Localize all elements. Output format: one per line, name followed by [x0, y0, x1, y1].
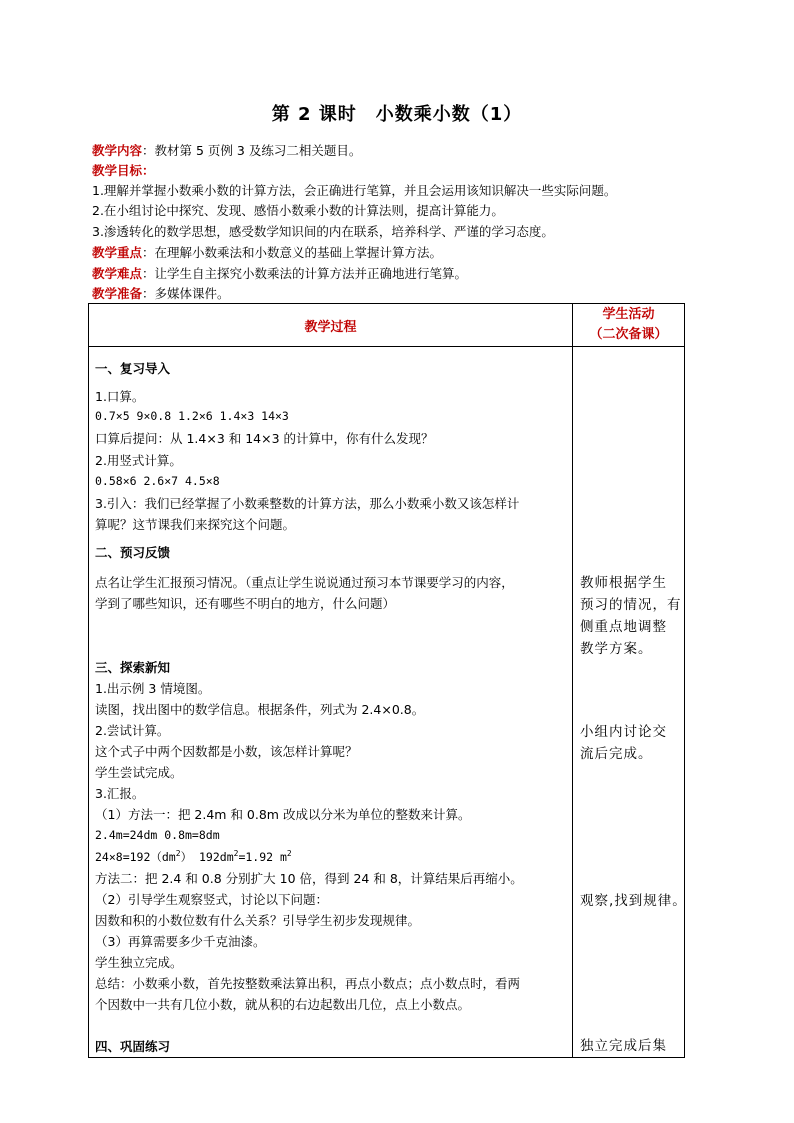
text-line: 因数和积的小数位数有什么关系？引导学生初步发现规律。 [95, 913, 421, 928]
text-line: （1）方法一：把 2.4m 和 0.8m 改成以分米为单位的整数来计算。 [95, 807, 471, 822]
difficulty-line [92, 263, 712, 284]
content-text: ：教材第 5 页例 3 及练习二相关题目。 [142, 143, 362, 158]
text-line: （3）再算需要多少千克油漆。 [95, 934, 266, 949]
activity-line: 小组内讨论交 [580, 724, 667, 740]
text-line: 1.出示例 3 情境图。 [95, 681, 211, 696]
activity-line: 侧重点地调整 [580, 619, 667, 635]
text-line: 点名让学生汇报预习情况。（重点让学生说说通过预习本节课要学习的内容， [95, 575, 514, 590]
content-line [92, 140, 712, 161]
prep-line [92, 283, 712, 304]
section-2-title: 二、预习反馈 [95, 545, 171, 560]
header-process: 教学过程 [89, 304, 573, 347]
text-line: 学生独立完成。 [95, 955, 183, 970]
text-line: 口算后提问：从 1.4×3 和 14×3 的计算中，你有什么发现？ [95, 431, 434, 446]
activity-line: 观察,找到规律。 [580, 893, 687, 909]
activity-line: 教师根据学生 [580, 575, 667, 591]
prep-text: ：多媒体课件。 [142, 286, 230, 301]
key-label: 教学重点 [92, 245, 143, 260]
activity-line: 教学方案。 [580, 641, 653, 657]
text-line: 总结：小数乘小数，首先按整数乘法算出积，再点小数点；点小数点时，看两 [95, 976, 521, 991]
content-label: 教学内容 [92, 143, 143, 158]
text-line: 读图，找出图中的数学信息。根据条件，列式为 2.4×0.8。 [95, 702, 425, 717]
section-1-title: 一、复习导入 [95, 361, 171, 376]
text-line: （2）引导学生观察竖式，讨论以下问题： [95, 892, 328, 907]
header-student-line2: （二次备课） [589, 327, 668, 342]
lesson-table [88, 303, 685, 1058]
student-activity-cell [573, 347, 685, 1058]
activity-line: 预习的情况，有 [580, 597, 682, 613]
text-line: 学生尝试完成。 [95, 765, 183, 780]
difficulty-text: ：让学生自主探究小数乘法的计算方法并正确地进行笔算。 [142, 266, 468, 281]
goal-1: 1.理解并掌握小数乘小数的计算方法，会正确进行笔算，并且会运用该知识解决一些实际问题。 [92, 183, 617, 198]
prep-label: 教学准备 [92, 286, 143, 301]
difficulty-label: 教学难点 [92, 266, 143, 281]
text-line: 2.4m=24dm 0.8m=8dm [95, 828, 220, 842]
text-line: 算呢？这节课我们来探究这个问题。 [95, 517, 296, 532]
process-cell [89, 347, 573, 1058]
text-line: 学到了哪些知识，还有哪些不明白的地方，什么问题） [95, 596, 396, 611]
goal-3: 3.渗透转化的数学思想，感受数学知识间的内在联系，培养科学、严谨的学习态度。 [92, 224, 554, 239]
page-title: 第 2 课时 小数乘小数（1） [271, 104, 523, 125]
activity-line: 流后完成。 [580, 746, 653, 762]
header-student [573, 304, 685, 347]
activity-line: 独立完成后集 [580, 1038, 667, 1054]
key-text: ：在理解小数乘法和小数意义的基础上掌握计算方法。 [142, 245, 443, 260]
text-line: 2.用竖式计算。 [95, 453, 182, 468]
section-3-title: 三、探索新知 [95, 660, 171, 675]
key-line [92, 242, 712, 263]
header-student-line1: 学生活动 [602, 307, 655, 322]
text-line: 方法二：把 2.4 和 0.8 分别扩大 10 倍，得到 24 和 8，计算结果后再缩小。 [95, 871, 523, 886]
goal-2: 2.在小组讨论中探究、发现、感悟小数乘小数的计算法则，提高计算能力。 [92, 203, 504, 218]
text-line: 0.58×6 2.6×7 4.5×8 [95, 474, 220, 488]
text-line: 0.7×5 9×0.8 1.2×6 1.4×3 14×3 [95, 409, 289, 423]
text-line: 2.尝试计算。 [95, 723, 170, 738]
text-line: 这个式子中两个因数都是小数，该怎样计算呢？ [95, 744, 358, 759]
goals-label: 教学目标： [92, 163, 155, 178]
section-4-title: 四、巩固练习 [95, 1039, 171, 1054]
text-line: 个因数中一共有几位小数，就从积的右边起数出几位，点上小数点。 [95, 997, 471, 1012]
text-line: 3.汇报。 [95, 786, 145, 801]
area-calc-line: $24\times 8=192(dm^2)$ $192dm^2=1.92$ $m^2$ [95, 849, 292, 864]
text-line: 3.引入：我们已经掌握了小数乘整数的计算方法，那么小数乘小数又该怎样计 [95, 496, 520, 511]
text-line: 1.口算。 [95, 389, 145, 404]
